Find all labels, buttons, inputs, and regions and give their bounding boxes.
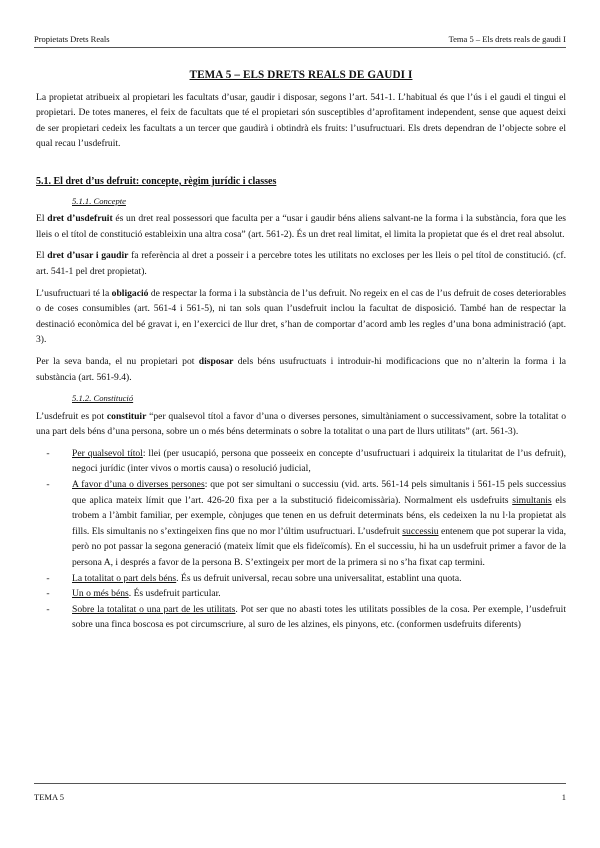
page-number: 1 bbox=[561, 792, 566, 802]
page-footer bbox=[34, 792, 566, 802]
constitution-list bbox=[36, 446, 566, 633]
paragraph-usar-gaudir: El dret d’usar i gaudir fa referència al dret a posseir i a percebre totes les utilitats no excloses per les lleis o pel títol de constitució. (cf. art. 541-1 pel dret propietat). bbox=[36, 250, 566, 277]
subsection-heading-concepte: 5.1.1. Concepte bbox=[72, 195, 126, 206]
section-heading: 5.1. El dret d’us defruit: concepte, règim jurídic i classes bbox=[36, 175, 277, 187]
header-divider bbox=[34, 47, 566, 48]
subsection-heading-constitucio: 5.1.2. Constitució bbox=[72, 393, 134, 404]
paragraph-disposar: Per la seva banda, el nu propietari pot disposar dels béns usufructuats i introduir-hi modificacions que no n’alterin la forma i la substància (art. 561-9.4). bbox=[36, 355, 566, 383]
header-left: Propietats Drets Reals bbox=[34, 34, 110, 44]
document-body bbox=[36, 68, 566, 633]
list-item: - Sobre la totalitat o una part de les utilitats. Pot ser que no abasti totes les utilitats possibles de la cosa. Per exemple, l’usdefruit sobre una finca boscosa es pot circumscriure, al suro de les alzines, els pinyons, etc. (conformen usdefruits diferents) bbox=[46, 603, 566, 631]
list-item: - Per qualsevol títol: llei (per usucapió, persona que posseeix en concepte d’usufructuari i adquireix la titularitat de l’us defruit), negoci jurídic (inter vivos o mortis causa) o resolució judicial, bbox=[46, 447, 566, 475]
list-item: - Un o més béns. És usdefruit particular. bbox=[46, 588, 221, 600]
paragraph-obligacio: L’usufructuari té la obligació de respectar la forma i la substància de l’us defruit. No regeix en el cas de l’us defruit de coses deteriorables o de coses consumibles (art. 561-4 i 561-5), ni tan sols quan l’usdefruit inclou la facultat de disposició. També han de respectar la destinació econòmica del bé gravat i, en l’exercici de llur dret, s’han de comportar d’acord amb les regles d’una bona administració (apt. 3). bbox=[36, 287, 566, 346]
page-header bbox=[34, 34, 566, 44]
intro-paragraph: La propietat atribueix al propietari les facultats d’usar, gaudir i disposar, segons l’art. 541-1. L’habitual és que l’ús i el gaudi el tingui el propietari. De totes maneres, el feix de facultats que té el propietari són susceptibles d’aprofitament independent, sense que aquest deixi de ser propietari cedeix les facultats a un tercer que gaudirà i obtindrà els fruits: l’usufructuari. Els drets dependran de l’objecte sobre el qual recau l’usdefruit. bbox=[36, 91, 566, 150]
header-right: Tema 5 – Els drets reals de gaudi I bbox=[448, 34, 566, 44]
paragraph-usdefruit: El dret d’usdefruit és un dret real possessori que faculta per a “usar i gaudir béns aliens salvant-ne la forma i la substància, fora que les lleis o el títol de constitució estableixin una altra cosa” (art. 561-2). És un dret real limitat, el limita la propietat que és el dret real absolut. bbox=[36, 213, 566, 240]
page-title: TEMA 5 – ELS DRETS REALS DE GAUDI I bbox=[189, 69, 413, 81]
paragraph-constituir: L’usdefruit es pot constituir “per qualsevol títol a favor d’una o diverses persones, simultàniament o successivament, sobre la totalitat o una part dels béns d’una persona, sobre un o més béns determinats o sobre la totalitat o una part de llurs utilitats” (art. 561-3). bbox=[36, 410, 566, 438]
list-item: - La totalitat o part dels béns. És us defruit universal, recau sobre una universalitat, establint una quota. bbox=[46, 572, 462, 584]
list-item: - A favor d’una o diverses persones: que pot ser simultani o successiu (vid. arts. 561-14 pels simultanis i 561-15 pels successius que aplica mateix límit que l’art. 426-20 fixa per a la substitució fideicomissària). Normalment els usdefruits simultanis els trobem a l’àmbit familiar, per exemple, cònjuges que tenen en us defruit determinats béns, els cedeixen la nu l·la propietat als fills. Els simultanis no s’extingeixen fins que no mor l’últim usufructuari. L’usdefruit successiu entenem que pot superar la vida, però no pot passar la segona generació (mateix límit que els fideïcomís). En el successiu, hi ha un usdefruit primer a favor de la persona A, i després a favor de la persona B. S’extingeix per mort de la primera si no s’ha fixat cap termini. bbox=[46, 479, 566, 569]
footer-divider bbox=[34, 783, 566, 784]
footer-left: TEMA 5 bbox=[34, 792, 64, 802]
